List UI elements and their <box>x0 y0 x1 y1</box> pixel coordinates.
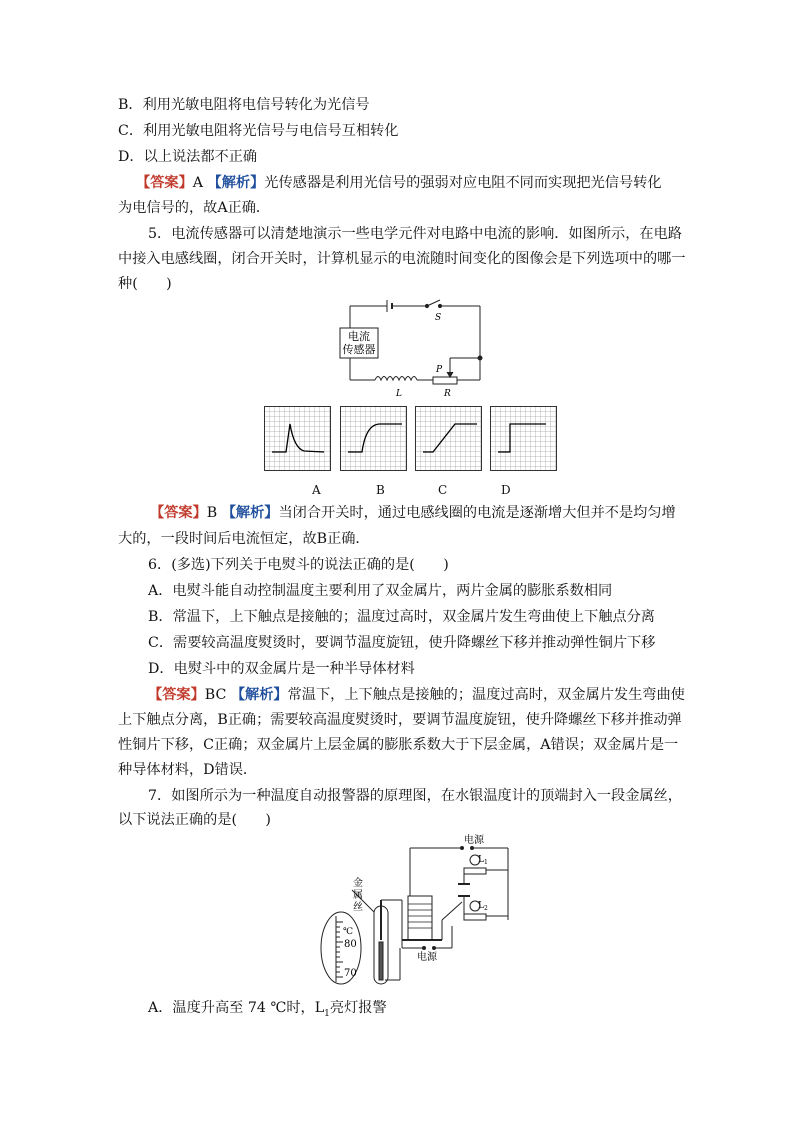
lamp-1-label: $L_1$ <box>478 855 488 866</box>
wire-label-1: 金 <box>353 878 363 889</box>
option-a-text-2: ℃时，L <box>270 1000 325 1016</box>
tick-80: 80 <box>344 939 357 950</box>
q4-option-b: B．利用光敏电阻将电信号转化为光信号 <box>118 97 370 113</box>
option-a-temperature: 74 <box>247 1000 266 1016</box>
q5-stem-line-3: 种( ) <box>118 276 172 292</box>
inductor-coil <box>375 377 417 381</box>
analysis-text: 常温下，上下触点是接触的；温度过高时，双金属片发生弯曲使 <box>287 687 685 703</box>
slider-label: P <box>436 365 443 375</box>
q5-answer-line <box>150 503 676 523</box>
q6-option-b: B．常温下，上下触点是接触的；温度过高时，双金属片发生弯曲使上下触点分离 <box>148 609 655 625</box>
resistor-label: R <box>444 389 451 399</box>
q4-option-c: C．利用光敏电阻将光信号与电信号互相转化 <box>118 123 399 139</box>
wire-label-2: 属 <box>353 890 363 901</box>
unit-label: ℃ <box>343 927 354 937</box>
answer-tag: 【答案】 <box>148 687 205 703</box>
answer-tag: 【答案】 <box>136 175 193 191</box>
q6-analysis-line-4: 种导体材料，D错误． <box>118 762 258 778</box>
q7-stem-line-2: 以下说法正确的是( ) <box>118 812 271 828</box>
graph-b <box>340 406 408 472</box>
relay-contact-arm <box>442 902 462 920</box>
q4-analysis-line-2: 为电信号的，故A正确． <box>118 200 271 216</box>
analysis-tag: 【解析】 <box>230 687 288 703</box>
q6-stem: 6．(多选)下列关于电熨斗的说法正确的是( ) <box>148 557 449 573</box>
sensor-label-2: 传感器 <box>342 343 376 356</box>
graph-label-d: D <box>501 483 511 497</box>
answer-value: B <box>206 505 218 521</box>
q6-option-c: C．需要较高温度熨烫时，要调节温度旋钮，使升降螺丝下移并推动弹性铜片下移 <box>148 635 656 651</box>
answer-tag: 【答案】 <box>150 505 207 521</box>
analysis-text: 当闭合开关时，通过电感线圈的电流是逐渐增大但并不是均匀增 <box>278 505 676 521</box>
graph-label-a: A <box>312 483 321 497</box>
mercury-column <box>379 942 383 980</box>
graph-label-b: B <box>376 483 385 497</box>
q6-analysis-line-2: 上下触点分离，B正确；需要较高温度熨烫时，要调节温度旋钮，使升降螺丝下移并推动弹 <box>118 712 682 728</box>
q6-analysis-line-3: 性铜片下移，C正确；双金属片上层金属的膨胀系数大于下层金属，A错误；双金属片是一 <box>118 737 679 753</box>
q5-analysis-line-2: 大的，一段时间后电流恒定，故B正确． <box>118 531 370 547</box>
lamp-2-label: $L_2$ <box>478 901 488 912</box>
power-label-bottom: 电源 <box>417 952 437 963</box>
q7-stem-line-1: 7．如图所示为一种温度自动报警器的原理图，在水银温度计的顶端封入一段金属丝， <box>148 788 682 804</box>
circuit-diagram <box>330 298 490 400</box>
lamp-2-base <box>464 914 486 920</box>
q6-option-d: D．电熨斗中的双金属片是一种半导体材料 <box>148 661 415 677</box>
option-a-subscript: 1 <box>324 1008 330 1019</box>
wire-label-3: 丝 <box>353 902 363 913</box>
alarm-circuit-diagram <box>312 830 522 988</box>
answer-value: BC <box>204 687 227 703</box>
option-a-text-3: 亮灯报警 <box>329 1000 387 1016</box>
q4-answer-line <box>136 173 662 193</box>
graph-label-c: C <box>438 483 448 497</box>
q5-stem-line-2: 中接入电感线圈，闭合开关时，计算机显示的电流随时间变化的图像会是下列选项中的哪一 <box>118 251 686 267</box>
tick-70: 70 <box>344 968 357 979</box>
switch-blade <box>427 300 440 306</box>
switch-label: S <box>435 313 442 323</box>
q6-answer-line <box>148 685 685 705</box>
q5-stem-line-1: 5．电流传感器可以清楚地演示一些电学元件对电路中电流的影响．如图所示，在电路 <box>148 226 682 242</box>
resistor-body <box>433 377 457 384</box>
q6-option-a: A．电熨斗能自动控制温度主要利用了双金属片，两片金属的膨胀系数相同 <box>148 583 613 599</box>
q4-option-d: D．以上说法都不正确 <box>118 149 258 165</box>
graph-a <box>264 406 332 472</box>
analysis-tag: 【解析】 <box>221 505 279 521</box>
inductor-label: L <box>396 389 402 399</box>
option-a-text-1: A．温度升高至 <box>148 1000 244 1016</box>
analysis-tag: 【解析】 <box>207 175 265 191</box>
relay-core <box>408 896 432 940</box>
graph-c <box>415 406 483 472</box>
analysis-text: 光传感器是利用光信号的强弱对应电阻不同而实现把光信号转化 <box>264 175 662 191</box>
graph-d <box>490 406 558 472</box>
lamp-1-base <box>464 868 486 874</box>
q7-option-a <box>148 998 387 1024</box>
power-label-top: 电源 <box>464 835 484 846</box>
sensor-label-1: 电流 <box>348 330 370 343</box>
answer-value: A <box>192 175 204 191</box>
